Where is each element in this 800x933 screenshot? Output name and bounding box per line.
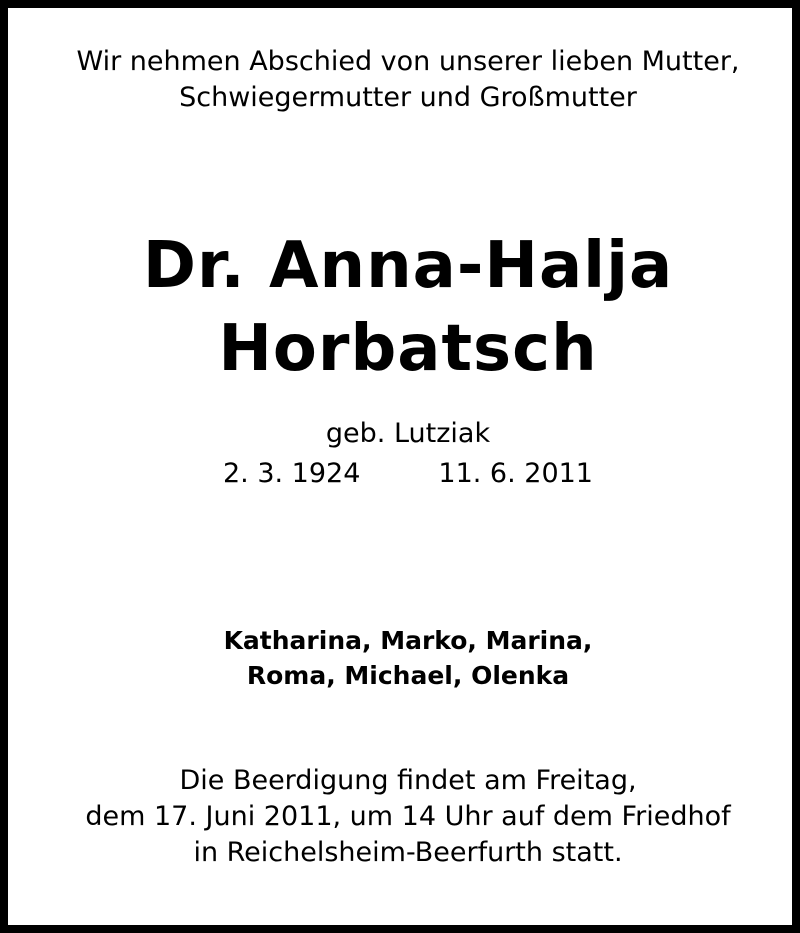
- funeral-line-3: in Reichelsheim-Beerfurth statt.: [193, 837, 623, 868]
- family-line-1: Katharina, Marko, Marina,: [223, 626, 593, 655]
- intro-line-1: Wir nehmen Abschied von unserer lieben Mutter,: [76, 46, 740, 77]
- death-date: 11. 6. 2011: [438, 458, 593, 489]
- deceased-name-line-1: Dr. Anna-Halja: [142, 229, 674, 303]
- intro-line-2: Schwiegermutter und Großmutter: [179, 82, 637, 113]
- deceased-name-line-2: Horbatsch: [218, 312, 598, 386]
- funeral-line-2: dem 17. Juni 2011, um 14 Uhr auf dem Friedhof: [85, 801, 731, 832]
- funeral-line-1: Die Beerdigung findet am Freitag,: [179, 765, 637, 796]
- birth-name: geb. Lutziak: [325, 418, 491, 449]
- life-dates: [8, 458, 800, 490]
- birth-date: 2. 3. 1924: [223, 458, 361, 489]
- family-line-2: Roma, Michael, Olenka: [246, 661, 570, 690]
